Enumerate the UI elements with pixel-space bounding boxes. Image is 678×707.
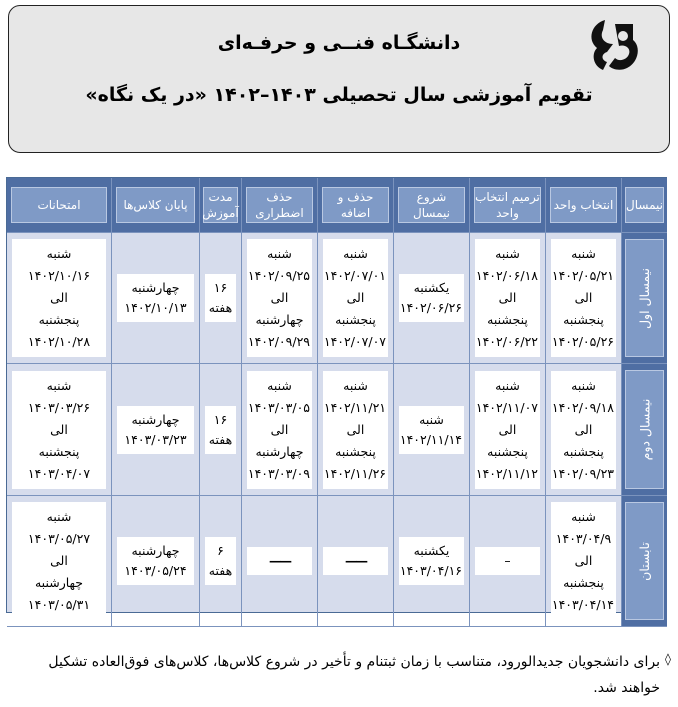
column-header-course-selection: انتخاب واحد bbox=[545, 178, 621, 233]
cell-line: ۱۴۰۲/۰۷/۰۱ bbox=[323, 268, 386, 283]
cell-line: ۱۴۰۲/۰۷/۰۷ bbox=[323, 334, 386, 349]
cell-line: پنجشنبه bbox=[563, 443, 604, 459]
cell-line: ۱۴۰۲/۱۱/۱۲ bbox=[475, 465, 538, 481]
cell-line: پنجشنبه bbox=[563, 312, 604, 327]
cell-exams bbox=[7, 364, 111, 496]
cell-selection-repair bbox=[469, 496, 545, 627]
column-header-semester-start: شروع نیمسال bbox=[393, 178, 469, 233]
cell-course-selection bbox=[545, 496, 621, 627]
cell-line: پنجشنبه bbox=[487, 312, 528, 327]
cell-line: چهارشنبه bbox=[255, 312, 304, 327]
cell-line: ۱۴۰۲/۱۰/۱۶ bbox=[27, 268, 91, 283]
cell-duration bbox=[199, 496, 241, 627]
cell-semester-start bbox=[393, 364, 469, 496]
column-header-duration: مدت آموزش bbox=[199, 178, 241, 233]
cell-line: شنبه bbox=[495, 377, 520, 393]
cell-line: شنبه bbox=[343, 377, 368, 393]
cell-line: پنجشنبه bbox=[38, 443, 80, 459]
cell-line: یکشنبه bbox=[413, 280, 450, 295]
semester-label-cell bbox=[621, 364, 667, 496]
column-header-semester: نیمسال bbox=[621, 178, 667, 233]
cell-line: ۱۴۰۲/۰۶/۱۸ bbox=[475, 268, 538, 283]
column-header-classes-end: پایان کلاس‌ها bbox=[111, 178, 199, 233]
cell-line: الی bbox=[346, 290, 365, 305]
cell-line: —— bbox=[269, 553, 290, 568]
cell-course-selection bbox=[545, 364, 621, 496]
header-banner bbox=[8, 5, 670, 153]
cell-line: شنبه bbox=[46, 509, 72, 524]
cell-line: شنبه bbox=[343, 246, 368, 261]
semester-label: نیمسال اول bbox=[637, 267, 652, 329]
cell-line: الی bbox=[498, 421, 517, 437]
cell-line: پنجشنبه bbox=[563, 575, 604, 590]
cell-line: شنبه bbox=[46, 246, 72, 261]
cell-line: ۱۴۰۲/۱۰/۱۳ bbox=[124, 300, 187, 315]
cell-duration bbox=[199, 364, 241, 496]
cell-emergency-drop bbox=[241, 364, 317, 496]
cell-line: ۶ هفته bbox=[208, 543, 233, 578]
cell-line: الی bbox=[270, 421, 289, 437]
cell-line: ۱۴۰۲/۰۹/۱۸ bbox=[551, 399, 614, 415]
cell-line: ۱۴۰۲/۱۰/۲۸ bbox=[27, 334, 91, 349]
cell-selection-repair bbox=[469, 364, 545, 496]
cell-line: شنبه bbox=[571, 509, 596, 524]
column-header-emergency-drop: حذف اضطراری bbox=[241, 178, 317, 233]
cell-semester-start bbox=[393, 496, 469, 627]
cell-line: ۱۴۰۳/۰۴/۱۶ bbox=[399, 563, 462, 578]
cell-line: شنبه bbox=[419, 411, 444, 427]
column-header-add-drop: حذف و اضافه bbox=[317, 178, 393, 233]
cell-line: ۱۶ bbox=[213, 280, 228, 295]
cell-line: ۱۴۰۳/۰۳/۰۵ bbox=[247, 399, 310, 415]
cell-line: الی bbox=[498, 290, 517, 305]
cell-classes-end bbox=[111, 233, 199, 364]
cell-line: شنبه bbox=[571, 246, 596, 261]
cell-line: شنبه bbox=[46, 377, 72, 393]
cell-add-drop bbox=[317, 233, 393, 364]
cell-line: هفته bbox=[208, 431, 233, 447]
cell-line: ۱۴۰۲/۰۶/۲۲ bbox=[475, 334, 538, 349]
cell-semester-start bbox=[393, 233, 469, 364]
cell-line: ۱۴۰۲/۰۹/۲۵ bbox=[247, 268, 310, 283]
cell-selection-repair bbox=[469, 233, 545, 364]
cell-line: پنجشنبه bbox=[487, 443, 528, 459]
cell-line: چهارشنبه bbox=[131, 411, 180, 427]
cell-line: ۱۴۰۳/۰۳/۲۶ bbox=[27, 399, 91, 415]
cell-line: —— bbox=[345, 553, 366, 568]
cell-line: ۱۴۰۲/۱۱/۲۶ bbox=[323, 465, 386, 481]
semester-label-cell bbox=[621, 233, 667, 364]
semester-label: تابستان bbox=[637, 541, 652, 581]
table-row bbox=[7, 496, 667, 627]
cell-exams bbox=[7, 496, 111, 627]
cell-emergency-drop bbox=[241, 233, 317, 364]
cell-classes-end bbox=[111, 364, 199, 496]
table-header-row bbox=[7, 178, 667, 233]
cell-line: الی bbox=[346, 421, 365, 437]
cell-line: ۱۴۰۲/۰۹/۲۳ bbox=[551, 465, 614, 481]
cell-line: ۱۴۰۲/۰۵/۲۱ bbox=[551, 268, 614, 283]
cell-line: پنجشنبه bbox=[335, 312, 376, 327]
cell-line: ۱۶ bbox=[213, 411, 228, 427]
cell-line: الی bbox=[574, 421, 593, 437]
column-header-exams: امتحانات bbox=[7, 178, 111, 233]
cell-line: الی bbox=[270, 290, 289, 305]
cell-line: شنبه bbox=[267, 377, 292, 393]
cell-emergency-drop bbox=[241, 496, 317, 627]
cell-line: پنجشنبه bbox=[335, 443, 376, 459]
cell-line: شنبه bbox=[267, 246, 292, 261]
cell-duration bbox=[199, 233, 241, 364]
cell-line: ۱۴۰۳/۰۴/۱۴ bbox=[551, 597, 614, 612]
footnote: برای دانشجویان جدیدالورود، متناسب با زمان ثبتنام و تأخیر در شروع کلاس‌ها، کلاس‌های فوق‌العاده تشکیل خواهند شد. bbox=[48, 654, 660, 696]
cell-line: چهارشنبه bbox=[255, 443, 304, 459]
cell-line: الی bbox=[50, 421, 68, 437]
cell-line: چهارشنبه bbox=[131, 543, 180, 558]
cell-line: ۱۴۰۲/۰۵/۲۶ bbox=[551, 334, 614, 349]
cell-line: شنبه bbox=[495, 246, 520, 261]
cell-add-drop bbox=[317, 364, 393, 496]
cell-classes-end bbox=[111, 496, 199, 627]
cell-line: ۱۴۰۳/۰۵/۲۴ bbox=[124, 563, 187, 578]
cell-line: ۱۴۰۲/۱۱/۱۴ bbox=[399, 431, 462, 447]
cell-line: ۱۴۰۲/۱۱/۲۱ bbox=[323, 399, 386, 415]
cell-line: الی bbox=[574, 553, 593, 568]
semester-label: نیمسال دوم bbox=[637, 398, 652, 461]
cell-line: ۱۴۰۳/۰۴/۹ bbox=[555, 531, 612, 546]
cell-line: ۱۴۰۲/۱۱/۰۷ bbox=[475, 399, 538, 415]
cell-line: ۱۴۰۲/۰۹/۲۹ bbox=[247, 334, 310, 349]
cell-line: ۱۴۰۳/۰۳/۰۹ bbox=[247, 465, 310, 481]
semester-label-cell bbox=[621, 496, 667, 627]
cell-line: پنجشنبه bbox=[38, 312, 80, 327]
cell-course-selection bbox=[545, 233, 621, 364]
calendar-title: تقویم آموزشی سال تحصیلی ۱۴۰۳–۱۴۰۲ «در یک نگاه» bbox=[85, 84, 593, 106]
cell-line: ۱۴۰۲/۰۶/۲۶ bbox=[399, 300, 462, 315]
cell-line: ۱۴۰۳/۰۳/۲۳ bbox=[124, 431, 187, 447]
cell-line: یکشنبه bbox=[413, 543, 450, 558]
cell-line: چهارشنبه bbox=[131, 280, 180, 295]
table-row bbox=[7, 233, 667, 364]
cell-line: هفته bbox=[208, 300, 233, 315]
cell-line: شنبه bbox=[571, 377, 596, 393]
cell-line: – bbox=[504, 553, 511, 568]
cell-line: الی bbox=[50, 553, 68, 568]
cell-line: چهارشنبه bbox=[34, 575, 84, 590]
cell-line: ۱۴۰۳/۰۵/۳۱ bbox=[27, 597, 91, 612]
cell-line: ۱۴۰۳/۰۴/۰۷ bbox=[27, 465, 91, 481]
table-row bbox=[7, 364, 667, 496]
cell-add-drop bbox=[317, 496, 393, 627]
cell-exams bbox=[7, 233, 111, 364]
university-title: دانشگـاه فنــی و حرفـه‌ای bbox=[217, 32, 461, 54]
cell-line: الی bbox=[50, 290, 68, 305]
cell-line: الی bbox=[574, 290, 593, 305]
bullet-icon: ◊ bbox=[665, 652, 671, 666]
cell-line: ۱۴۰۳/۰۵/۲۷ bbox=[27, 531, 91, 546]
column-header-selection-repair: ترمیم انتخاب واحد bbox=[469, 178, 545, 233]
academic-calendar-table bbox=[6, 177, 667, 613]
